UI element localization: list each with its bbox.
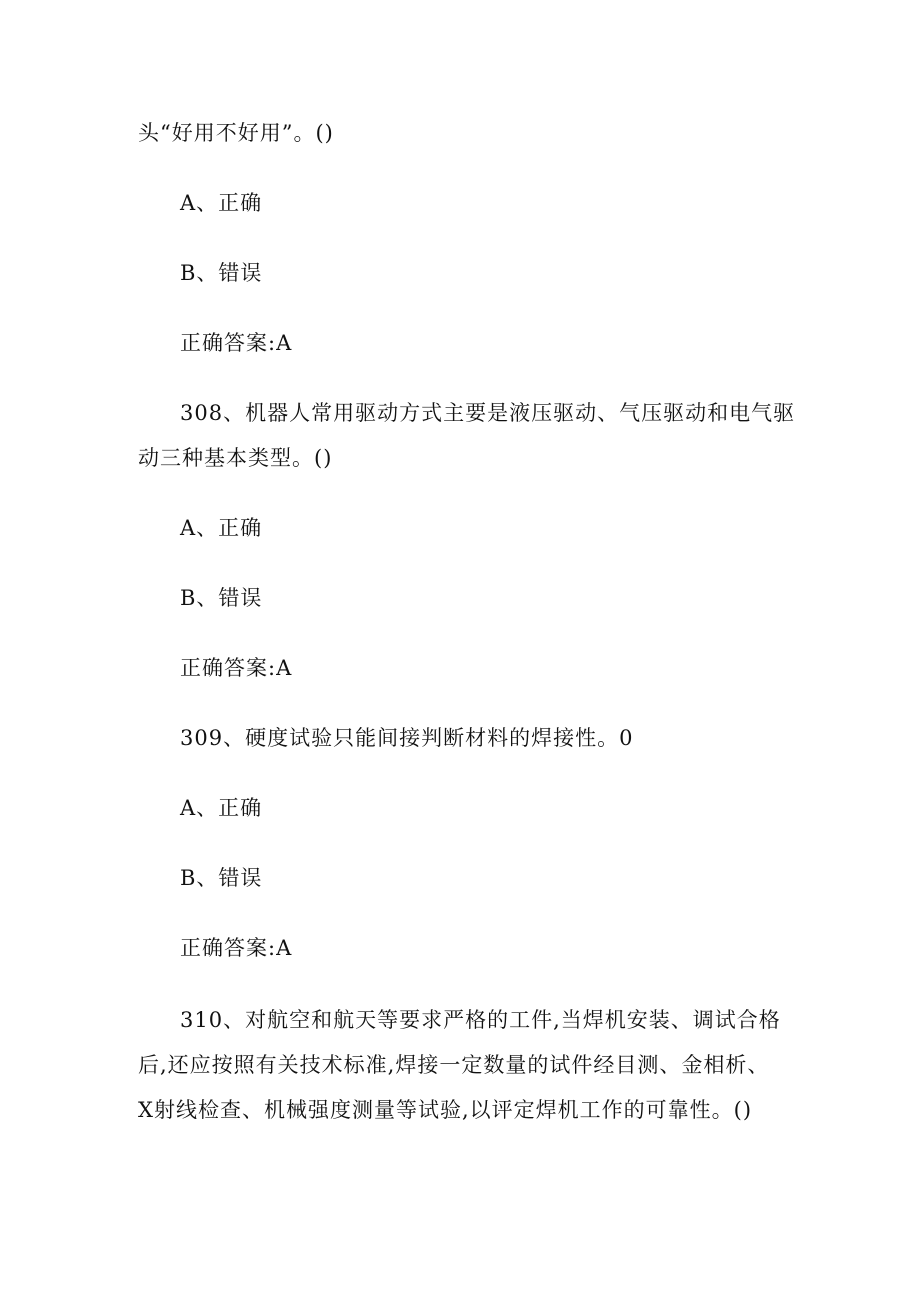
q310-text-line2: 后,还应按照有关技术标准,焊接一定数量的试件经目测、金相析、	[138, 1053, 770, 1077]
q309-text-line1: 309、硬度试验只能间接判断材料的焊接性。0	[180, 726, 634, 750]
q308-option-a: A、正确	[180, 516, 263, 540]
q310-text-line3: X射线检查、机械强度测量等试验,以评定焊机工作的可靠性。()	[138, 1098, 753, 1122]
q309-answer: 正确答案:A	[180, 936, 293, 960]
q307-text-tail: 头“好用不好用”。()	[138, 121, 334, 145]
q307-answer: 正确答案:A	[180, 331, 293, 355]
q309-option-a: A、正确	[180, 796, 263, 820]
q307-option-b: B、错误	[180, 261, 263, 285]
q310-text-line1: 310、对航空和航天等要求严格的工件,当焊机安装、调试合格	[180, 1008, 781, 1032]
q307-option-a: A、正确	[180, 191, 263, 215]
q308-text-line2: 动三种基本类型。()	[138, 446, 333, 470]
q308-option-b: B、错误	[180, 586, 263, 610]
q308-text-line1: 308、机器人常用驱动方式主要是液压驱动、气压驱动和电气驱	[180, 401, 796, 425]
q309-option-b: B、错误	[180, 866, 263, 890]
q308-answer: 正确答案:A	[180, 656, 293, 680]
